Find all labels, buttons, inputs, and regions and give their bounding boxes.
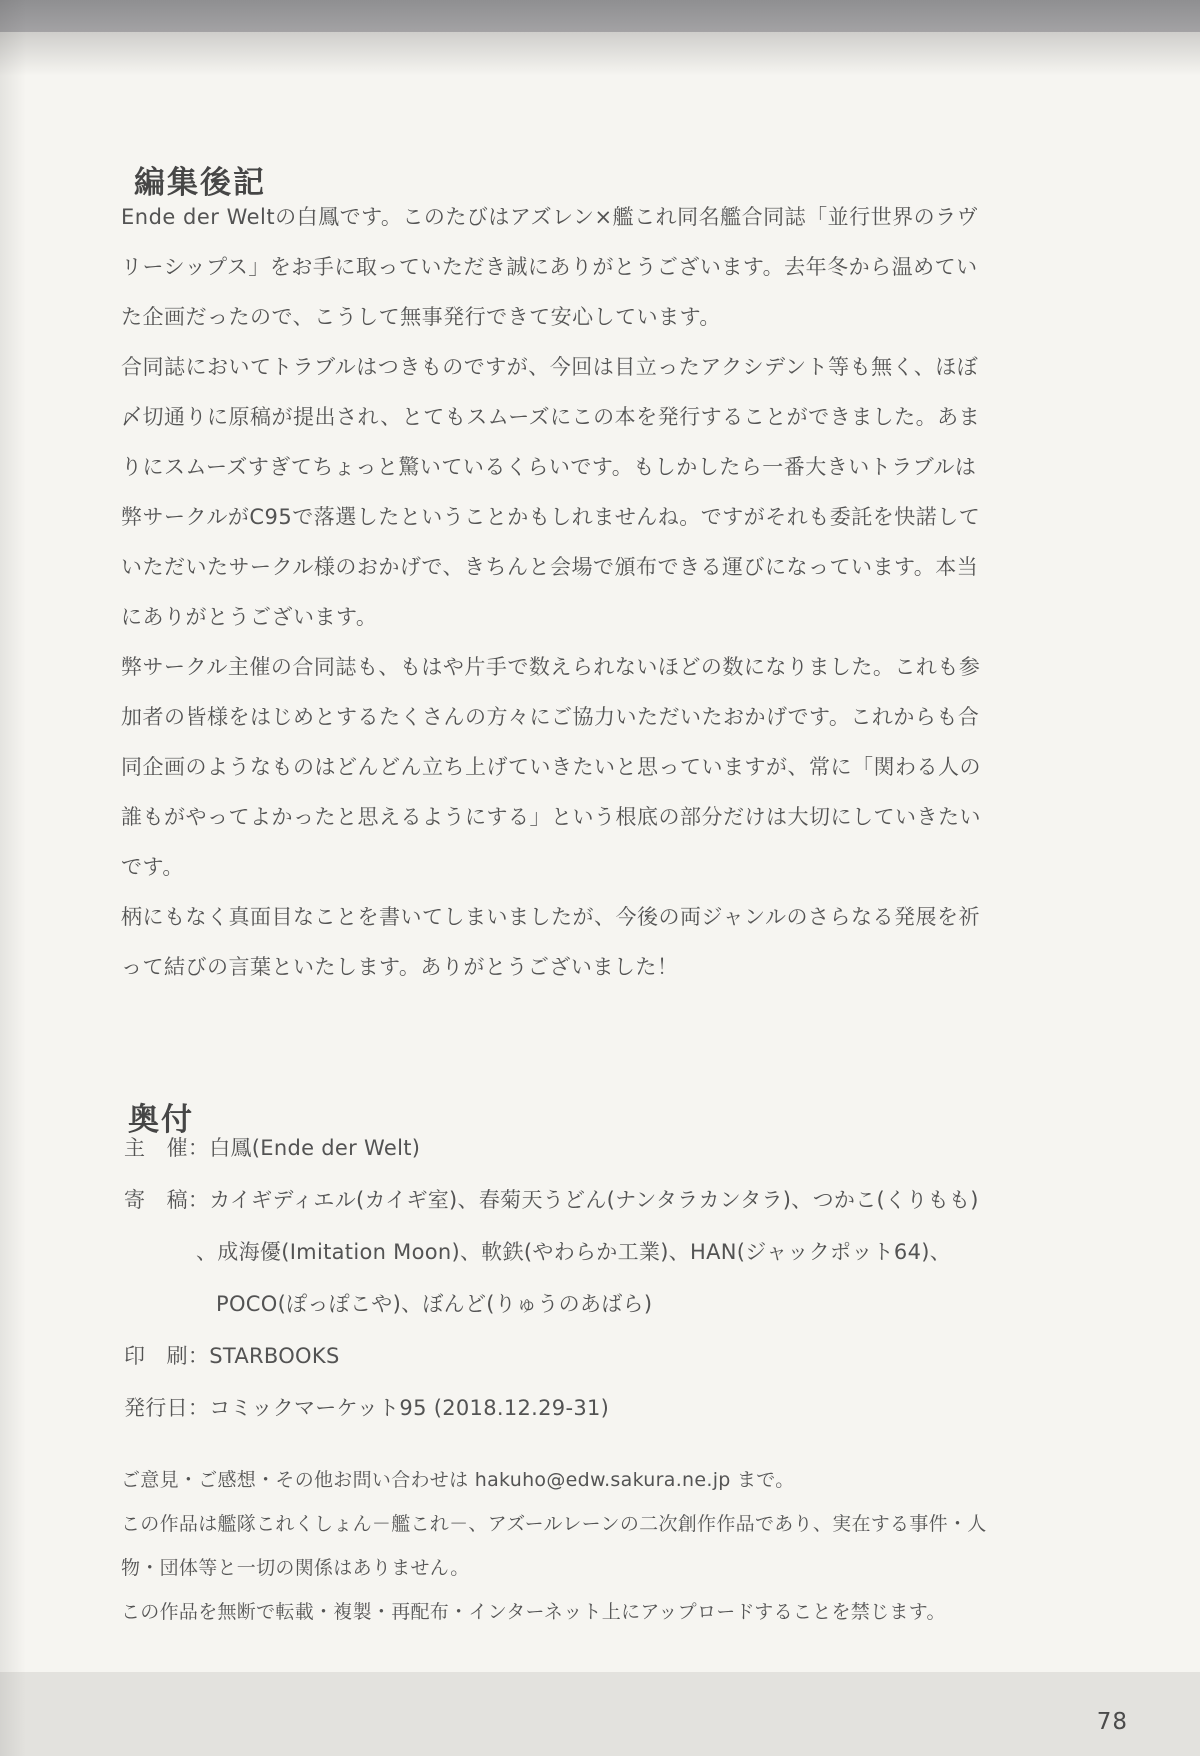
legal-notes (121, 1458, 1081, 1634)
scan-bottom-band (0, 1672, 1200, 1756)
afterword-body (121, 192, 1021, 992)
afterword-line: Ende der Weltの白鳳です。このたびはアズレン×艦これ同名艦合同誌「並行世界のラヴ (121, 205, 979, 229)
disclaimer-note-line: この作品は艦隊これくしょん－艦これ－、アズールレーンの二次創作作品であり、実在する事件・人 (121, 1513, 987, 1535)
colophon-heading: 奥付 (128, 1101, 194, 1138)
colophon (124, 1122, 1064, 1434)
copyright-note-line: この作品を無断で転載・複製・再配布・インターネット上にアップロードすることを禁じます。 (121, 1601, 946, 1623)
page-number: 78 (1096, 1709, 1128, 1735)
afterword-line: リーシップス」をお手に取っていただき誠にありがとうございます。去年冬から温めてい (121, 255, 978, 279)
colophon-row-contributors-cont: 、成海優(Imitation Moon)、軟鉄(やわらか工業)、HAN(ジャックポット64)、 (196, 1240, 952, 1264)
scan-top-fade (0, 32, 1200, 76)
afterword-line: いただいたサークル様のおかげで、きちんと会場で頒布できる運びになっています。本当 (121, 555, 979, 579)
colophon-row-printer: 印 刷：STARBOOKS (124, 1344, 340, 1368)
afterword-line: 柄にもなく真面目なことを書いてしまいましたが、今後の両ジャンルのさらなる発展を祈 (121, 905, 981, 929)
afterword-line: 同企画のようなものはどんどん立ち上げていきたいと思っていますが、常に「関わる人の (121, 755, 981, 779)
colophon-row-organizer: 主 催：白鳳(Ende der Welt) (124, 1136, 421, 1160)
disclaimer-note-line: 物・団体等と一切の関係はありません。 (121, 1557, 470, 1579)
afterword-heading: 編集後記 (134, 164, 266, 201)
scan-left-shadow (0, 0, 26, 1756)
afterword-line: 弊サークル主催の合同誌も、もはや片手で数えられないほどの数になりました。これも参 (121, 655, 981, 679)
afterword-line: りにスムーズすぎてちょっと驚いているくらいです。もしかしたら一番大きいトラブルは (121, 455, 977, 479)
afterword-line: です。 (121, 855, 184, 879)
colophon-row-contributors-cont: POCO(ぽっぽこや)、ぼんど(りゅうのあばら) (216, 1292, 653, 1316)
afterword-line: 〆切通りに原稿が提出され、とてもスムーズにこの本を発行することができました。あま (121, 405, 981, 429)
afterword-line: 加者の皆様をはじめとするたくさんの方々にご協力いただいたおかげです。これからも合 (121, 705, 980, 729)
colophon-row-publish-date: 発行日：コミックマーケット95 (2018.12.29-31) (124, 1396, 610, 1420)
afterword-line: た企画だったので、こうして無事発行できて安心しています。 (121, 305, 721, 329)
scan-top-bar (0, 0, 1200, 32)
afterword-line: 弊サークルがC95で落選したということかもしれませんね。ですがそれも委託を快諾して (121, 505, 981, 529)
afterword-line: 誰もがやってよかったと思えるようにする」という根底の部分だけは大切にしていきたい (121, 805, 981, 829)
afterword-line: にありがとうございます。 (121, 605, 378, 629)
afterword-line: って結びの言葉といたします。ありがとうございました！ (121, 955, 679, 979)
colophon-row-contributors: 寄 稿：カイギディエル(カイギ室)、春菊天うどん(ナンタラカンタラ)、つかこ(くりもも) (124, 1188, 979, 1212)
afterword-line: 合同誌においてトラブルはつきものですが、今回は目立ったアクシデント等も無く、ほぼ (121, 355, 979, 379)
contact-note-line: ご意見・ご感想・その他お問い合わせは hakuho@edw.sakura.ne.jp まで。 (121, 1469, 795, 1491)
